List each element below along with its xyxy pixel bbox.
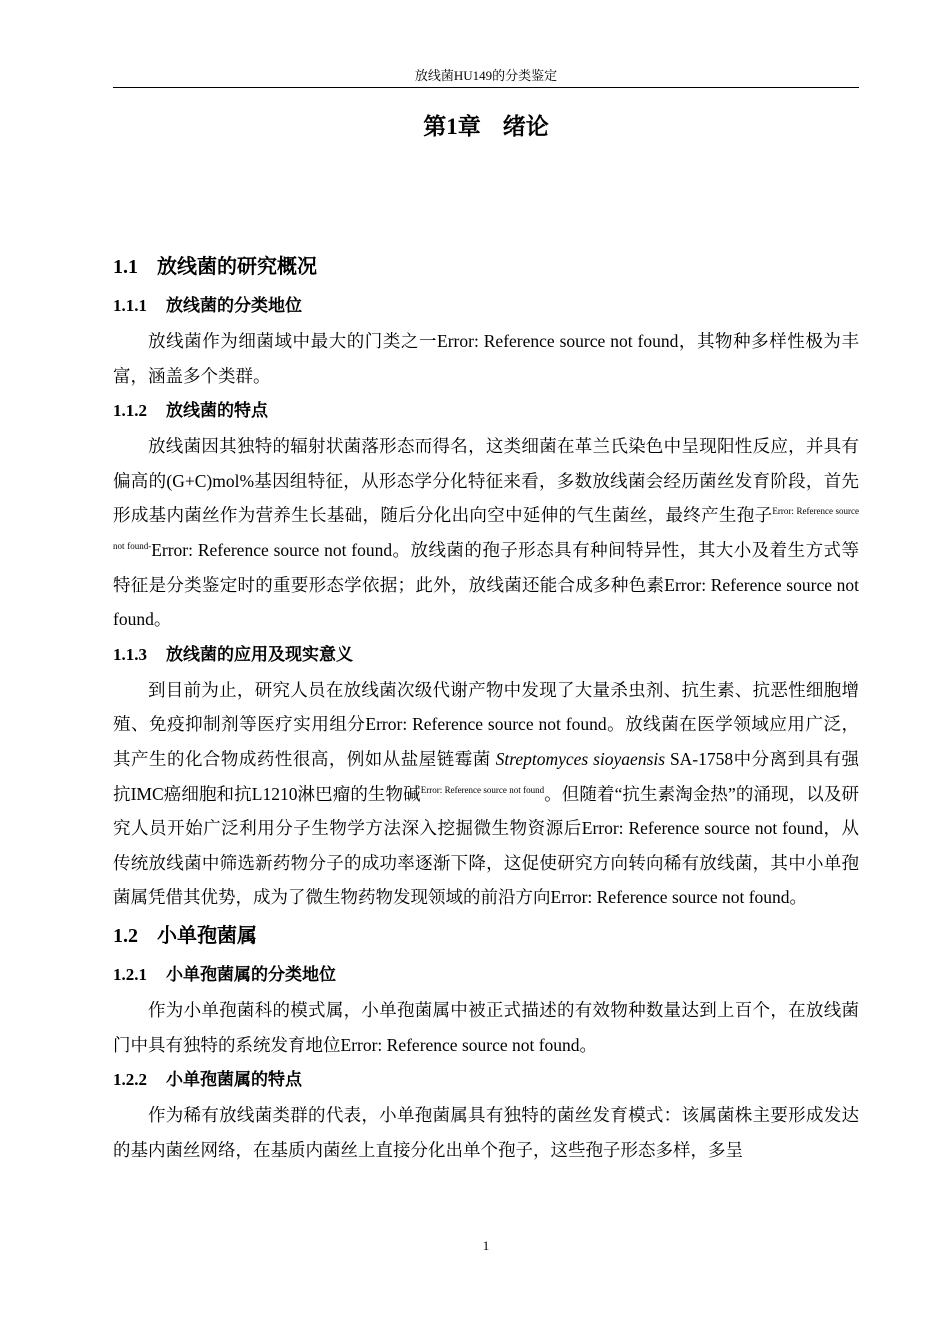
subsection-number: 1.1.3 (113, 644, 147, 664)
subsection-number: 1.2.1 (113, 964, 147, 984)
subsection-heading-1-1-3 (113, 637, 859, 673)
section-heading-1-1 (113, 246, 859, 288)
subsection-heading-1-1-1 (113, 288, 859, 324)
paragraph-1-1-3 (113, 673, 859, 915)
subsection-heading-1-2-1 (113, 957, 859, 993)
chapter-name: 绪论 (502, 114, 549, 139)
section-number: 1.2 (113, 924, 138, 947)
chapter-title (113, 110, 859, 144)
paragraph-1-1-1: 放线菌作为细菌域中最大的门类之一Error: Reference source not found，其物种多样性极为丰富，涵盖多个类群。 (113, 331, 859, 386)
subsection-heading-1-2-2 (113, 1062, 859, 1098)
body-content (113, 246, 859, 1167)
header-rule (113, 87, 859, 88)
running-header: 放线菌HU149的分类鉴定 (414, 68, 558, 83)
paragraph-text: 放线菌因其独特的辐射状菌落形态而得名，这类细菌在革兰氏染色中呈现阳性反应，并具有偏高的(G+C)mol%基因组特征，从形态学分化特征来看，多数放线菌会经历菌丝发育阶段，首先形成基内菌丝作为营养生长基础，随后分化出向空中延伸的气生菌丝，最终产生孢子 (113, 436, 859, 526)
paragraph-text: 到目前为止，研究人员在放线菌次级代谢产物中发现了大量杀虫剂、抗生素、抗恶性细胞增殖、免疫抑制剂等医疗实用组分Error: Reference source not found。放线菌在医学领域应用广泛，其产生的化合物成药性很高，例如从盐屋链霉菌 (113, 679, 859, 769)
paragraph-text: SA-1758中分离到具有强抗IMC癌细胞和抗L1210淋巴瘤的生物碱 (113, 748, 860, 804)
paragraph-text: 。但随着“抗生素淘金热”的涌现，以及研究人员开始广泛利用分子生物学方法深入挖掘微生物资源后Error: Reference source not found，从传统放线菌中筛选新药物分子的成功率逐渐下降，这促使研究方向转向稀有放线菌，其中小单孢菌属凭借其优势，成为了微生物药物发现领域的前沿方向Error: Reference source not found。 (113, 783, 859, 908)
section-number: 1.1 (113, 256, 138, 278)
paragraph-1-2-2: 作为稀有放线菌类群的代表，小单孢菌属具有独特的菌丝发育模式：该属菌株主要形成发达的基内菌丝网络，在基质内菌丝上直接分化出单个孢子，这些孢子形态多样，多呈 (113, 1105, 859, 1160)
citation-superscript: Error: Reference source not found (420, 784, 545, 795)
subsection-number: 1.1.2 (113, 401, 147, 421)
subsection-number: 1.2.2 (113, 1070, 147, 1090)
section-heading-1-2 (113, 915, 859, 957)
chapter-number: 第1章 (423, 114, 481, 139)
subsection-title: 小单孢菌属的分类地位 (166, 964, 336, 984)
page-number: 1 (482, 1238, 490, 1253)
paragraph-1-1-2 (113, 429, 859, 637)
section-title: 放线菌的研究概况 (157, 256, 317, 278)
species-name: Streptomyces sioyaensis (495, 748, 666, 769)
subsection-title: 放线菌的应用及现实意义 (166, 644, 353, 664)
subsection-title: 放线菌的特点 (166, 401, 268, 421)
subsection-title: 放线菌的分类地位 (166, 296, 302, 315)
subsection-heading-1-1-2 (113, 393, 859, 429)
subsection-number: 1.1.1 (113, 296, 147, 315)
citation-superscript: Error: Reference source not found- (113, 506, 859, 551)
paragraph-text: Error: Reference source not found。放线菌的孢子形态具有种间特异性，其大小及着生方式等特征是分类鉴定时的重要形态学依据；此外，放线菌还能合成多种色素Error: Reference source not found。 (113, 539, 859, 630)
paragraph-1-2-1: 作为小单孢菌科的模式属，小单孢菌属中被正式描述的有效物种数量达到上百个，在放线菌门中具有独特的系统发育地位Error: Reference source not found。 (113, 999, 859, 1055)
subsection-title: 小单孢菌属的特点 (166, 1070, 302, 1090)
section-title: 小单孢菌属 (157, 924, 257, 947)
